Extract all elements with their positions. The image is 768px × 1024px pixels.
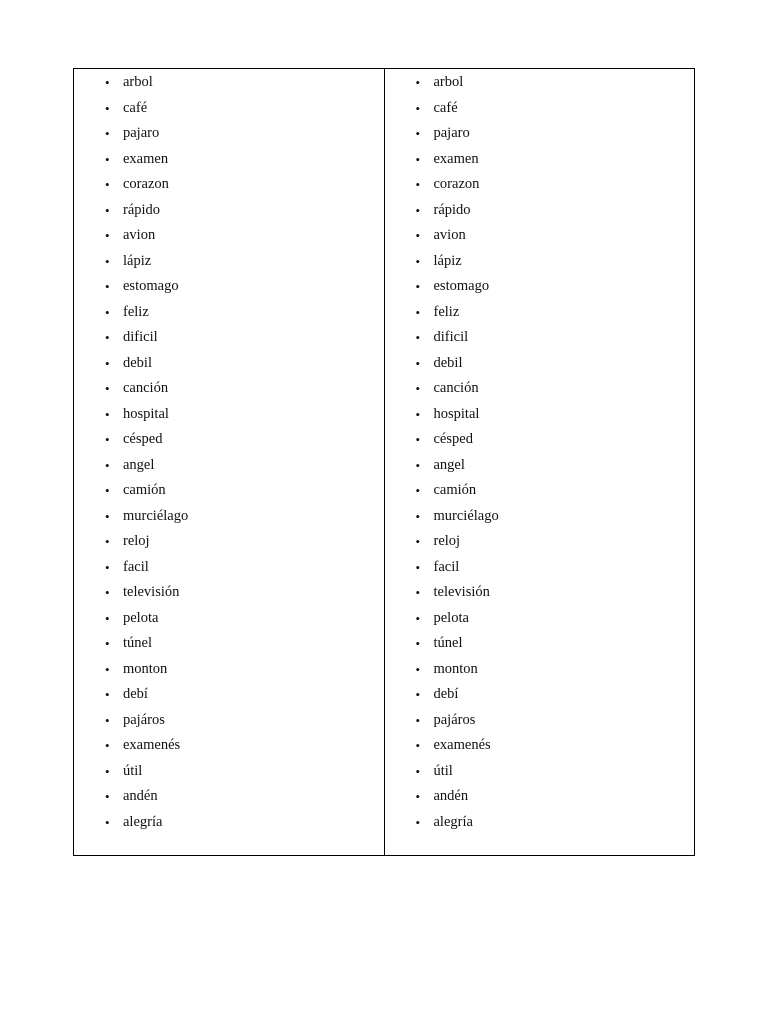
list-item: • arbol <box>74 70 384 96</box>
list-item: • feliz <box>74 300 384 326</box>
list-item: • camión <box>385 478 695 504</box>
list-item: • dificil <box>385 325 695 351</box>
list-item: • útil <box>74 759 384 785</box>
list-item: • facil <box>74 555 384 581</box>
list-item: • examenés <box>385 733 695 759</box>
list-item: • debil <box>74 351 384 377</box>
right-column <box>384 69 695 855</box>
left-word-list <box>74 70 384 835</box>
list-item: • canción <box>385 376 695 402</box>
list-item: • estomago <box>74 274 384 300</box>
list-item: • televisión <box>385 580 695 606</box>
list-item: • televisión <box>74 580 384 606</box>
list-item: • examen <box>385 147 695 173</box>
list-item: • café <box>74 96 384 122</box>
list-item: • césped <box>385 427 695 453</box>
list-item: • pelota <box>385 606 695 632</box>
list-item: • monton <box>74 657 384 683</box>
list-item: • reloj <box>74 529 384 555</box>
list-item: • murciélago <box>74 504 384 530</box>
list-item: • arbol <box>385 70 695 96</box>
list-item: • café <box>385 96 695 122</box>
list-item: • estomago <box>385 274 695 300</box>
list-item: • hospital <box>385 402 695 428</box>
list-item: • pajáros <box>74 708 384 734</box>
list-item: • césped <box>74 427 384 453</box>
list-item: • angel <box>74 453 384 479</box>
list-item: • feliz <box>385 300 695 326</box>
list-item: • pajáros <box>385 708 695 734</box>
list-item: • pajaro <box>385 121 695 147</box>
list-item: • canción <box>74 376 384 402</box>
list-item: • andén <box>74 784 384 810</box>
list-item: • lápiz <box>385 249 695 275</box>
list-item: • avion <box>74 223 384 249</box>
list-item: • rápido <box>385 198 695 224</box>
list-item: • angel <box>385 453 695 479</box>
list-item: • corazon <box>385 172 695 198</box>
list-item: • túnel <box>74 631 384 657</box>
list-item: • alegría <box>74 810 384 836</box>
list-item: • pelota <box>74 606 384 632</box>
list-item: • alegría <box>385 810 695 836</box>
list-item: • rápido <box>74 198 384 224</box>
list-item: • examenés <box>74 733 384 759</box>
list-item: • murciélago <box>385 504 695 530</box>
word-table <box>73 68 695 856</box>
list-item: • reloj <box>385 529 695 555</box>
list-item: • facil <box>385 555 695 581</box>
list-item: • corazon <box>74 172 384 198</box>
list-item: • avion <box>385 223 695 249</box>
list-item: • pajaro <box>74 121 384 147</box>
right-word-list <box>385 70 695 835</box>
list-item: • monton <box>385 657 695 683</box>
list-item: • túnel <box>385 631 695 657</box>
list-item: • andén <box>385 784 695 810</box>
list-item: • debí <box>74 682 384 708</box>
list-item: • debí <box>385 682 695 708</box>
list-item: • camión <box>74 478 384 504</box>
left-column <box>74 69 384 855</box>
list-item: • examen <box>74 147 384 173</box>
list-item: • dificil <box>74 325 384 351</box>
list-item: • debil <box>385 351 695 377</box>
list-item: • útil <box>385 759 695 785</box>
list-item: • hospital <box>74 402 384 428</box>
list-item: • lápiz <box>74 249 384 275</box>
